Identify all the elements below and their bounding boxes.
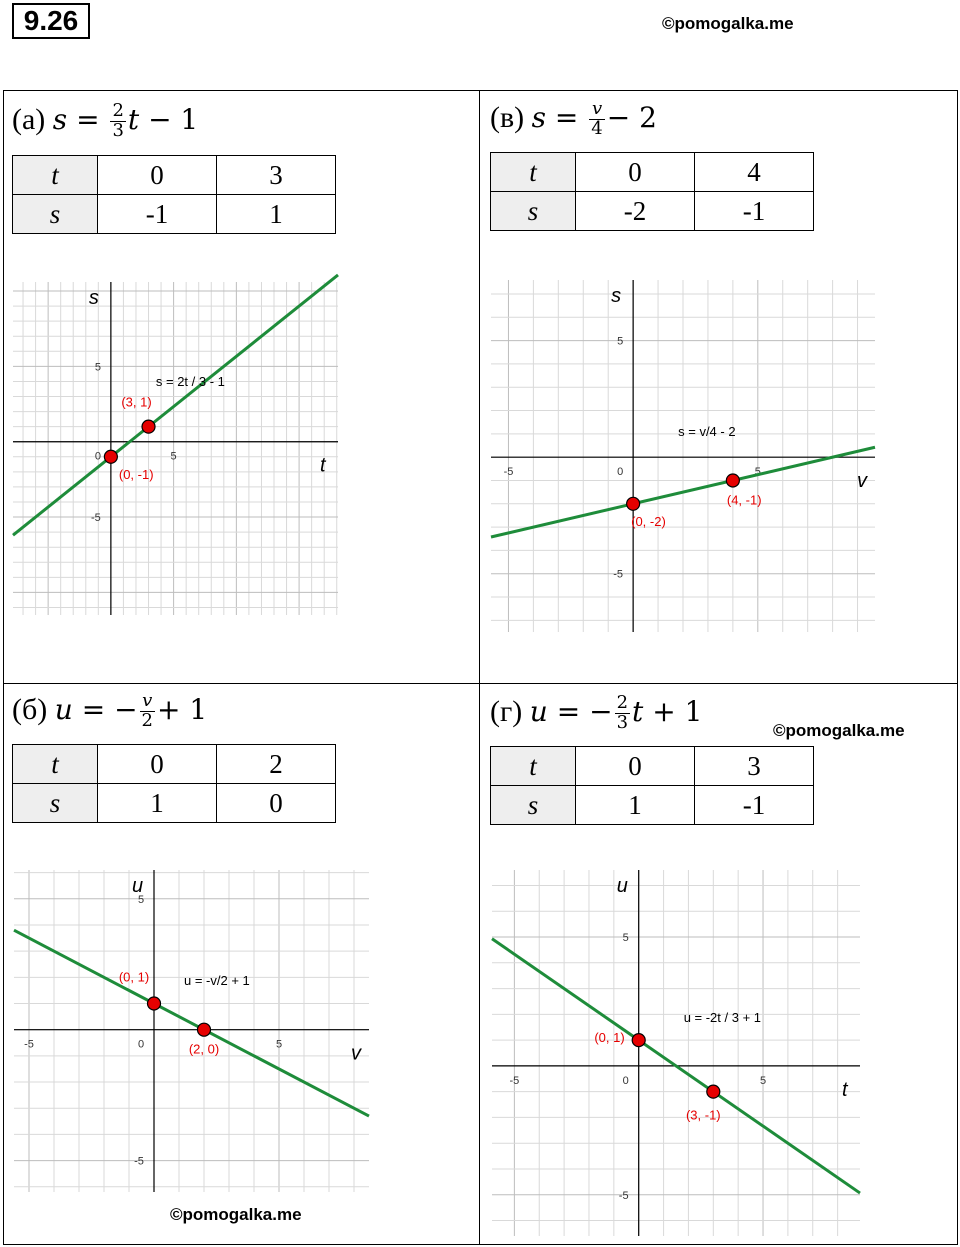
table-v-cell: -2 bbox=[576, 192, 695, 231]
tick-label-y-pos: 5 bbox=[137, 893, 145, 906]
graph-line bbox=[13, 275, 338, 535]
value-table-g bbox=[490, 746, 814, 825]
heading-v-tail: − 2 bbox=[606, 100, 657, 134]
table-b-cell: 0 bbox=[217, 784, 336, 823]
equation-label: u = -2t / 3 + 1 bbox=[683, 1010, 762, 1026]
y-axis-label: u bbox=[132, 875, 144, 897]
tick-label-y-pos: 5 bbox=[94, 361, 101, 374]
tick-label-origin: 0 bbox=[622, 1074, 629, 1087]
table-b-header-s: s bbox=[13, 784, 98, 823]
table-b-cell: 0 bbox=[98, 745, 217, 784]
panel-divider-vertical bbox=[479, 90, 480, 1245]
table-a-header-s: s bbox=[13, 195, 98, 234]
table-a-header-t: t bbox=[13, 156, 98, 195]
tick-label-origin: 0 bbox=[617, 466, 624, 479]
data-point bbox=[148, 997, 161, 1010]
data-point bbox=[198, 1023, 211, 1036]
table-b-header-t: t bbox=[13, 745, 98, 784]
heading-v-label: (в) bbox=[490, 100, 525, 134]
data-point bbox=[632, 1034, 645, 1047]
heading-g-label: (г) bbox=[490, 694, 523, 728]
table-a-cell: -1 bbox=[98, 195, 217, 234]
table-v-cell: 0 bbox=[576, 153, 695, 192]
grid-lines bbox=[13, 282, 338, 615]
tick-label-y-neg: -5 bbox=[134, 1155, 144, 1168]
graph-b bbox=[14, 870, 369, 1192]
heading-g-tail: + 1 bbox=[652, 694, 703, 728]
y-axis-label: s bbox=[611, 285, 622, 307]
tick-label-x-pos: 5 bbox=[754, 466, 761, 479]
tick-label-origin: 0 bbox=[94, 450, 101, 463]
x-axis-label: t bbox=[842, 1078, 848, 1101]
point-label: (0, -1) bbox=[118, 466, 154, 482]
tick-label-x-pos: 5 bbox=[275, 1038, 283, 1051]
heading-a-lhs: s bbox=[52, 102, 68, 136]
tick-label-y-neg: -5 bbox=[613, 568, 624, 581]
point-label: (3, 1) bbox=[121, 394, 152, 410]
y-axis-label: s bbox=[88, 287, 99, 309]
heading-g-fraction: $\frac{2}{3}$ bbox=[616, 692, 629, 733]
heading-v: (в) s = $\frac{v}{4}$ − 2 bbox=[490, 98, 657, 139]
panel-divider-horizontal bbox=[3, 683, 958, 684]
tick-label-x-neg: -5 bbox=[24, 1038, 34, 1051]
grid-lines bbox=[492, 870, 860, 1236]
heading-g-lhs: u bbox=[529, 694, 548, 728]
tick-label-x-pos: 5 bbox=[170, 450, 177, 463]
table-a-cell: 1 bbox=[217, 195, 336, 234]
heading-v-lhs: s bbox=[531, 100, 547, 134]
graph-g-svg bbox=[492, 870, 860, 1236]
grid-lines bbox=[491, 280, 875, 632]
x-axis-label: t bbox=[320, 454, 326, 477]
graph-line bbox=[14, 930, 369, 1116]
grid-lines bbox=[14, 870, 369, 1192]
heading-a-fraction: $\frac{2}{3}$ bbox=[112, 100, 124, 141]
table-b-cell: 1 bbox=[98, 784, 217, 823]
graph-b-svg bbox=[14, 870, 369, 1192]
point-label: (4, -1) bbox=[726, 492, 762, 508]
heading-b-sign: − bbox=[114, 692, 138, 726]
heading-b-lhs: u bbox=[54, 692, 73, 726]
watermark-bottom: ©pomogalka.me bbox=[170, 1205, 302, 1224]
heading-b-fraction: $\frac{v}{2}$ bbox=[141, 690, 153, 731]
heading-g: (г) u = − $\frac{2}{3}$ t + 1 bbox=[490, 692, 703, 733]
table-g-cell: 0 bbox=[576, 747, 695, 786]
watermark-middle: ©pomogalka.me bbox=[773, 721, 905, 740]
x-axis-label: v bbox=[857, 470, 867, 493]
graph-v-svg bbox=[491, 280, 875, 632]
heading-b-tail: + 1 bbox=[156, 692, 208, 726]
heading-a-var: t bbox=[127, 102, 140, 136]
table-g-cell: 3 bbox=[695, 747, 814, 786]
tick-label-x-pos: 5 bbox=[759, 1074, 767, 1087]
graph-g bbox=[492, 870, 860, 1236]
value-table-b bbox=[12, 744, 336, 823]
heading-a-tail: − 1 bbox=[148, 102, 199, 136]
tick-label-y-pos: 5 bbox=[622, 932, 629, 945]
watermark-top: ©pomogalka.me bbox=[662, 14, 794, 33]
table-g-cell: -1 bbox=[695, 786, 814, 825]
heading-a: (а) s = $\frac{2}{3}$ t − 1 bbox=[12, 100, 199, 141]
table-v-header-t: t bbox=[491, 153, 576, 192]
task-number: 9.26 bbox=[12, 3, 90, 39]
data-point bbox=[104, 450, 117, 463]
table-g-cell: 1 bbox=[576, 786, 695, 825]
point-label: (0, 1) bbox=[594, 1030, 625, 1046]
table-v-cell: 4 bbox=[695, 153, 814, 192]
graph-a-svg bbox=[13, 282, 338, 615]
graph-a bbox=[13, 282, 338, 615]
table-v-cell: -1 bbox=[695, 192, 814, 231]
tick-label-x-neg: -5 bbox=[503, 466, 514, 479]
heading-v-fraction: $\frac{v}{4}$ bbox=[591, 98, 603, 139]
graph-v bbox=[491, 280, 875, 632]
data-point bbox=[726, 474, 739, 487]
heading-a-label: (а) bbox=[12, 102, 46, 136]
table-v-header-s: s bbox=[491, 192, 576, 231]
point-label: (2, 0) bbox=[188, 1041, 220, 1057]
tick-label-y-neg: -5 bbox=[618, 1189, 629, 1202]
heading-g-var: t bbox=[632, 694, 644, 728]
heading-b: (б) u = − $\frac{v}{2}$ + 1 bbox=[12, 690, 208, 731]
heading-g-sign: − bbox=[589, 694, 613, 728]
tick-label-origin: 0 bbox=[137, 1038, 145, 1051]
value-table-a bbox=[12, 155, 336, 234]
value-table-v bbox=[490, 152, 814, 231]
point-label: (0, -2) bbox=[631, 513, 666, 529]
tick-label-x-neg: -5 bbox=[509, 1074, 520, 1087]
point-label: (0, 1) bbox=[118, 969, 150, 985]
table-a-cell: 3 bbox=[217, 156, 336, 195]
table-g-header-s: s bbox=[491, 786, 576, 825]
table-a-cell: 0 bbox=[98, 156, 217, 195]
equation-label: s = 2t / 3 - 1 bbox=[155, 373, 225, 389]
y-axis-label: u bbox=[616, 875, 628, 897]
equation-label: u = -v/2 + 1 bbox=[184, 973, 250, 989]
data-point bbox=[142, 420, 155, 433]
data-point bbox=[627, 497, 640, 510]
point-label: (3, -1) bbox=[685, 1107, 721, 1123]
table-g-header-t: t bbox=[491, 747, 576, 786]
tick-label-y-pos: 5 bbox=[617, 335, 624, 348]
data-point bbox=[707, 1085, 720, 1098]
x-axis-label: v bbox=[351, 1042, 361, 1065]
tick-label-y-neg: -5 bbox=[90, 512, 101, 525]
equation-label: s = v/4 - 2 bbox=[678, 424, 736, 440]
heading-b-label: (б) bbox=[12, 692, 48, 726]
table-b-cell: 2 bbox=[217, 745, 336, 784]
